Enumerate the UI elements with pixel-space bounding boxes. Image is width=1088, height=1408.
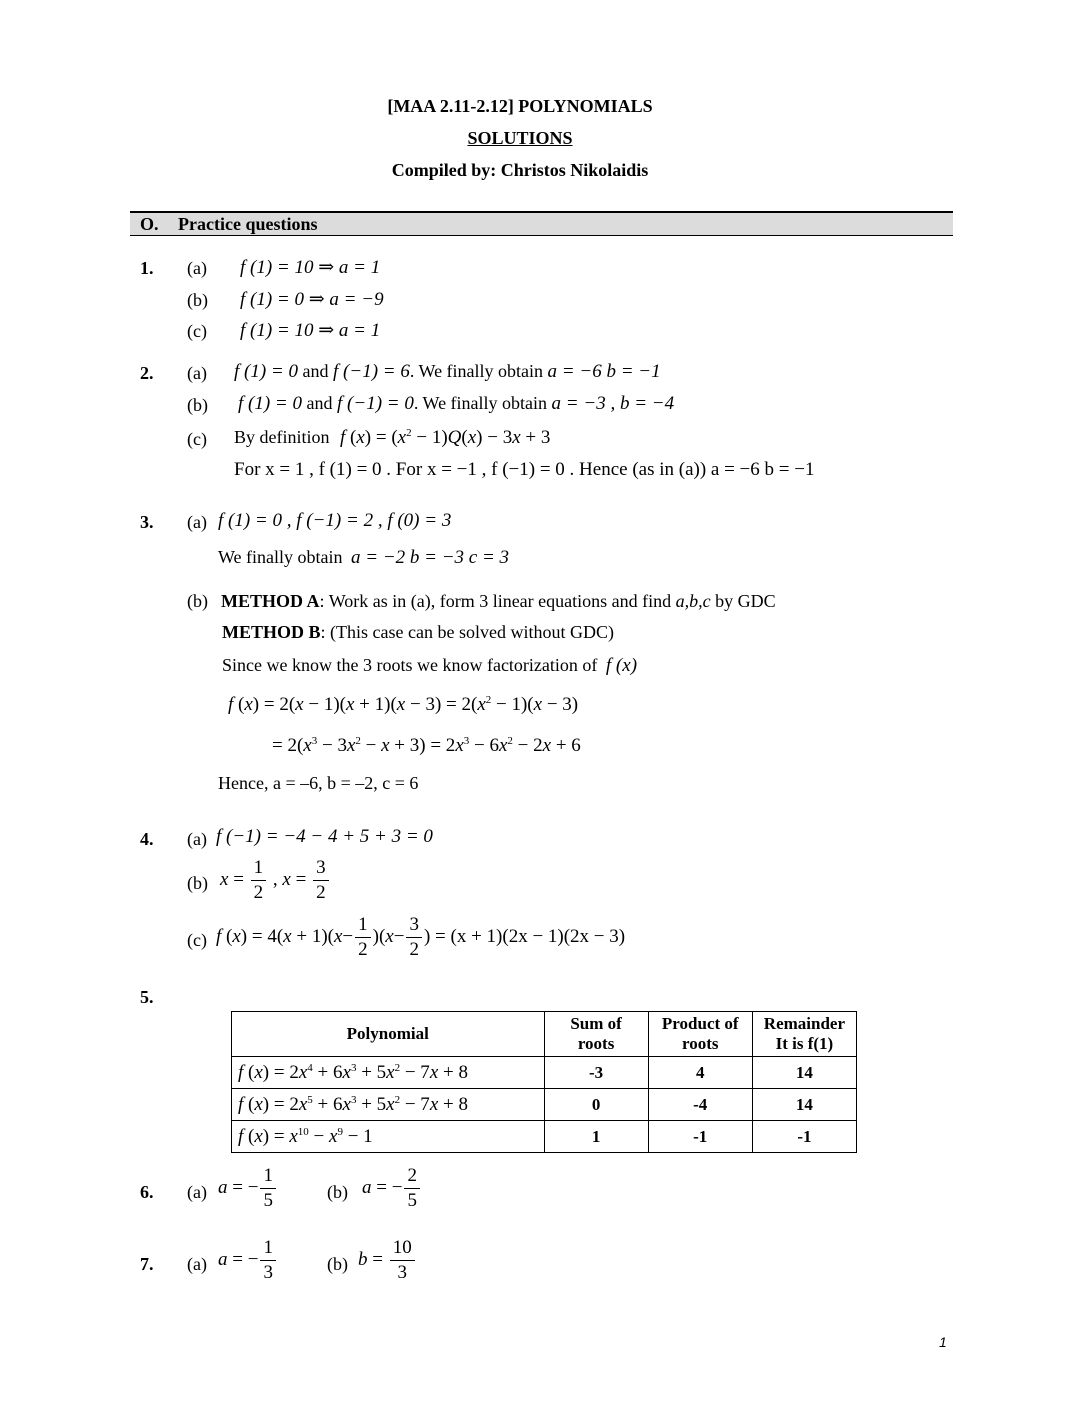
q6a-numerator: 1	[260, 1164, 276, 1189]
q2c-line2: For x = 1 , f (1) = 0 . For x = −1 , f (−1) = 0 . Hence (as in (a)) a = −6 b = −1	[234, 459, 815, 480]
product-cell: -1	[648, 1121, 752, 1153]
q1c-math: f (1) = 10 ⇒ a = 1	[240, 320, 381, 341]
q2b-label: (b)	[187, 395, 208, 415]
q4c-tail: ) = (x + 1)(2x − 1)(2x − 3)	[423, 925, 626, 947]
section-letter: O.	[140, 214, 159, 234]
q5-number: 5.	[140, 987, 154, 1007]
q2a-label: (a)	[187, 363, 207, 383]
table-row	[232, 1089, 857, 1121]
q3b-method-a-line	[221, 591, 776, 612]
since-text: Since we know the 3 roots we know factorization of	[222, 655, 598, 675]
q2b-result: a = −3 , b = −4	[551, 393, 675, 414]
q6a-label: (a)	[187, 1182, 207, 1202]
q2c-line1	[234, 427, 550, 449]
q7-number: 7.	[140, 1254, 154, 1274]
q2c-definition-math: f $(x) = (x^2 - 1)Q(x) - 3x + 3$	[340, 427, 551, 448]
q3b-hence: Hence, a = –6, b = –2, c = 6	[218, 773, 419, 793]
sum-cell: 1	[544, 1121, 648, 1153]
q4c-label: (c)	[187, 930, 207, 950]
header-product: Product of roots	[648, 1012, 752, 1057]
q7b-label: (b)	[327, 1254, 348, 1274]
q7a-denominator: 3	[263, 1262, 273, 1283]
q7a-numerator: 1	[260, 1236, 276, 1261]
sum-cell: -3	[544, 1057, 648, 1089]
q3a-label: (a)	[187, 512, 207, 532]
q3a-result-line	[218, 547, 509, 569]
q7a-math: a = − $\frac{1}{3}$	[218, 1236, 278, 1285]
q1b-label: (b)	[187, 290, 208, 310]
q7a-label: (a)	[187, 1254, 207, 1274]
header-polynomial: Polynomial	[232, 1012, 545, 1057]
method-a-text: : Work as in (a), form 3 linear equations and find	[319, 591, 672, 611]
remainder-cell: -1	[752, 1121, 856, 1153]
method-a-vars: a,b,c	[675, 591, 711, 611]
section-header	[130, 211, 953, 236]
q4b-math: x = $\frac{1}{2}$ , x = $\frac{3}{2}$	[220, 856, 331, 905]
product-cell: -4	[648, 1089, 752, 1121]
q2b-math1: f (1) = 0	[238, 393, 303, 414]
method-b-heading: METHOD B	[222, 622, 321, 642]
q3b-label: (b)	[187, 591, 208, 611]
q3-number: 3.	[140, 512, 154, 532]
section-title: Practice questions	[178, 214, 318, 234]
q4-number: 4.	[140, 829, 154, 849]
q6b-denominator: 5	[407, 1190, 417, 1211]
q1a-math: f (1) = 10 ⇒ a = 1	[240, 257, 381, 278]
q6b-math: a = − $\frac{2}{5}$	[362, 1164, 422, 1213]
q2b-line	[238, 393, 674, 415]
compiled-by: Compiled by: Christos Nikolaidis	[391, 160, 649, 180]
q4a-label: (a)	[187, 829, 207, 849]
table-row	[232, 1121, 857, 1153]
q3b-since-line	[222, 655, 637, 677]
q3a-text: We finally obtain	[218, 547, 343, 567]
q2b-text: . We finally obtain	[413, 393, 548, 413]
method-a-heading: METHOD A	[221, 591, 320, 611]
q2c-label: (c)	[187, 429, 207, 449]
q3a-math: f (1) = 0 , f (−1) = 2 , f (0) = 3	[218, 510, 452, 531]
since-math: f (x)	[605, 655, 638, 676]
q1b-math: f (1) = 0 ⇒ a = −9	[240, 289, 384, 310]
q2b-and: and	[306, 393, 333, 413]
product-cell: 4	[648, 1057, 752, 1089]
q6a-denominator: 5	[263, 1190, 273, 1211]
polynomial-table	[231, 1011, 857, 1153]
page-number: 1	[939, 1334, 947, 1350]
document-title: [MAA 2.11-2.12] POLYNOMIALS	[387, 96, 653, 116]
q3b-expansion: = $2(x^3 - 3x^2 - x + 3) = 2x^3 - 6x^2 - 2x + 6$	[272, 735, 581, 756]
q2-number: 2.	[140, 363, 154, 383]
q7b-math: b = $\frac{10}{3}$	[358, 1236, 417, 1285]
q1a-label: (a)	[187, 258, 207, 278]
q4c-math: f (x) = 4(x + 1)(x− $\frac{1}{2}$ )(x− $\frac{3}{2}$ ) = (x + 1)(2x − 1)(2x − 3)	[216, 914, 626, 960]
header-sum: Sum of roots	[544, 1012, 648, 1057]
remainder-cell: 14	[752, 1089, 856, 1121]
q7b-denominator: 3	[397, 1262, 407, 1283]
q1c-label: (c)	[187, 321, 207, 341]
q7b-numerator: 10	[390, 1236, 415, 1261]
method-a-tail: by GDC	[715, 591, 776, 611]
method-b-text: : (This case can be solved without GDC)	[320, 622, 614, 642]
q2b-math2: f (−1) = 0	[337, 393, 414, 414]
polynomial-cell: f $(x) = 2x^5 + 6x^3 + 5x^2 - 7x + 8$	[232, 1089, 545, 1121]
q2a-result: a = −6 b = −1	[547, 361, 661, 382]
q6b-label: (b)	[327, 1182, 348, 1202]
q6-number: 6.	[140, 1182, 154, 1202]
polynomial-cell: f $(x) = x^{10} - x^9 - 1$	[232, 1121, 545, 1153]
q1-number: 1.	[140, 258, 154, 278]
polynomial-cell: f $(x) = 2x^4 + 6x^3 + 5x^2 - 7x + 8$	[232, 1057, 545, 1089]
header-remainder: Remainder It is f(1)	[752, 1012, 856, 1057]
remainder-cell: 14	[752, 1057, 856, 1089]
q2a-and: and	[302, 361, 329, 381]
q3b-method-b-line	[222, 622, 614, 643]
q2a-math2: f (−1) = 6	[333, 361, 410, 382]
q6b-numerator: 2	[404, 1164, 420, 1189]
q3b-factorization: f $(x) = 2(x - 1)(x + 1)(x - 3) = 2(x^2 - 1)(x - 3)$	[228, 694, 579, 715]
q4a-math: f (−1) = −4 − 4 + 5 + 3 = 0	[216, 826, 433, 847]
q4b-label: (b)	[187, 873, 208, 893]
q2a-line	[234, 361, 661, 383]
sum-cell: 0	[544, 1089, 648, 1121]
table-row	[232, 1057, 857, 1089]
q6a-math: a = − $\frac{1}{5}$	[218, 1164, 278, 1213]
document-subtitle: SOLUTIONS	[467, 128, 573, 148]
q2c-by-definition: By definition	[234, 427, 330, 447]
table-header-row	[232, 1012, 857, 1057]
q2a-text: . We finally obtain	[409, 361, 544, 381]
q3a-result: a = −2 b = −3 c = 3	[351, 547, 510, 568]
q2a-math1: f (1) = 0	[234, 361, 299, 382]
